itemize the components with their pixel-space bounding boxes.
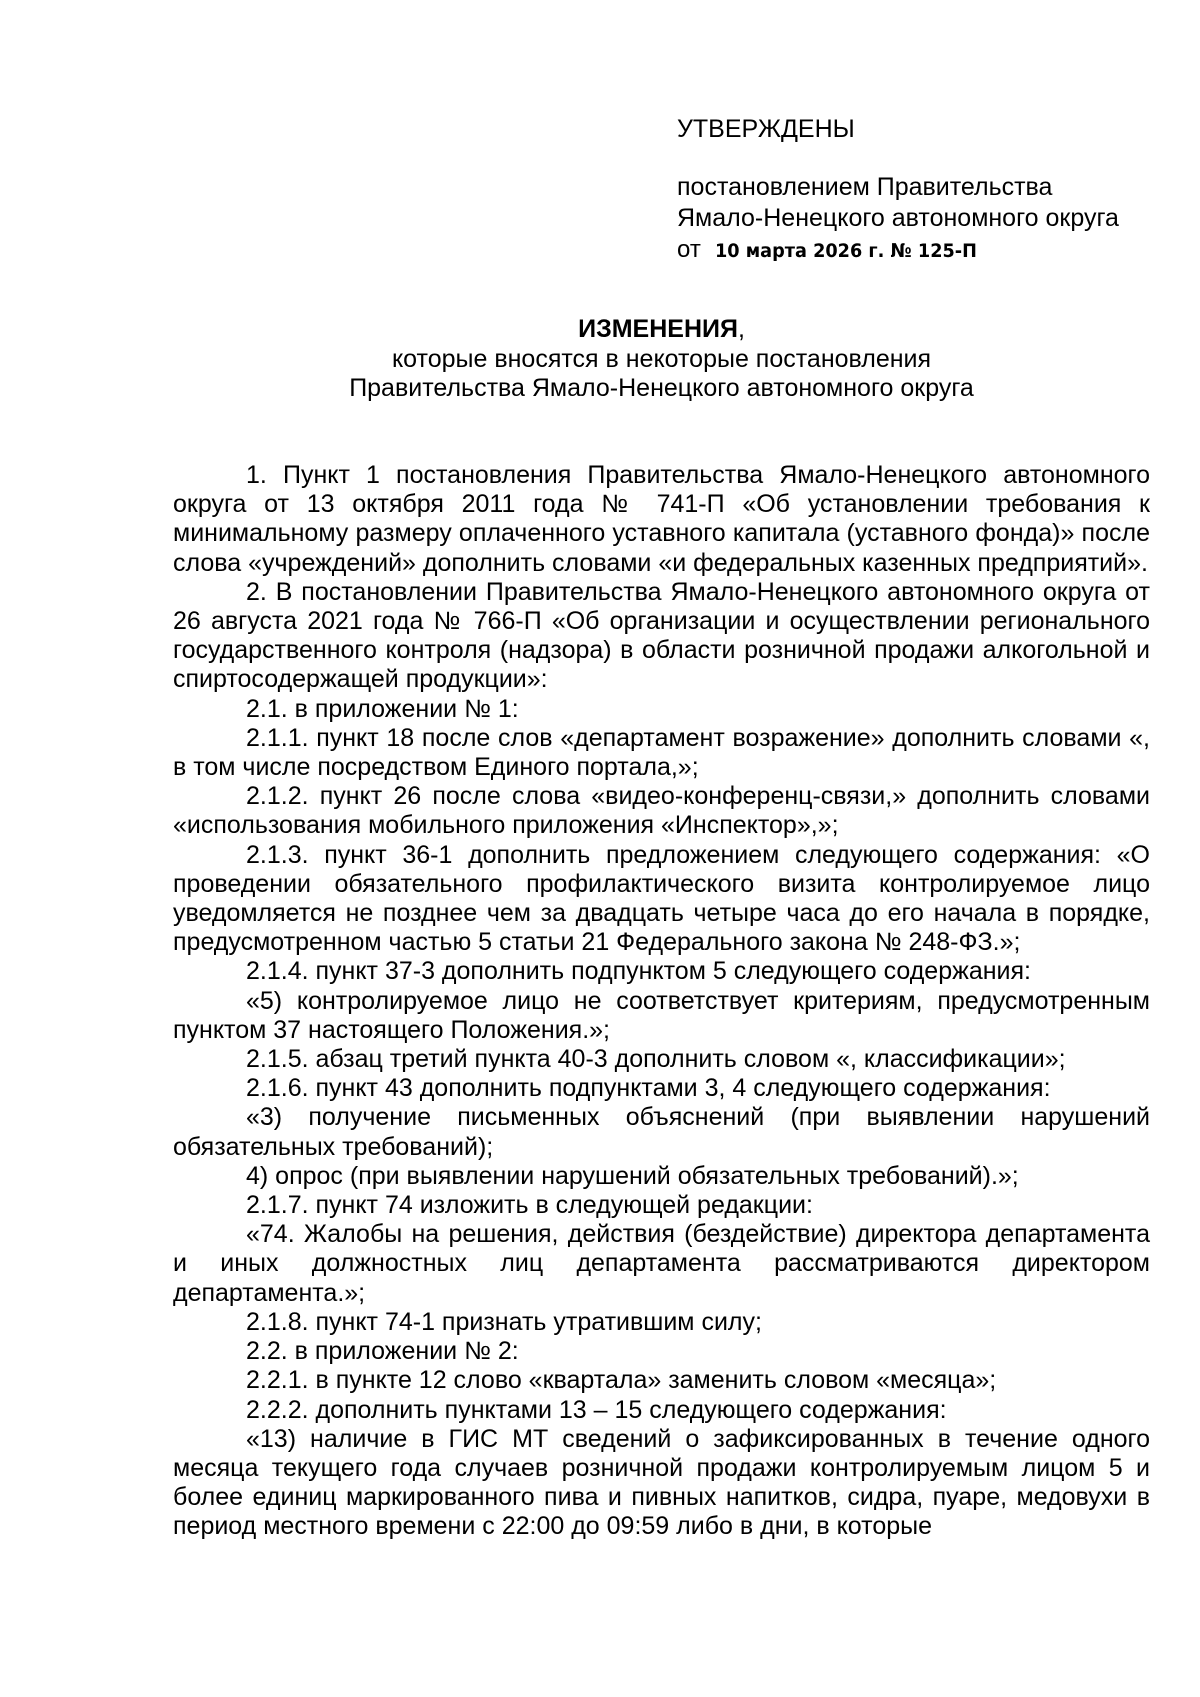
paragraph-2-1-2: 2.1.2. пункт 26 после слова «видео-конференц-связи,» дополнить словами «использования мобильного приложения «Инспектор»,»; <box>173 782 1150 840</box>
paragraph-2-1-7: 2.1.7. пункт 74 изложить в следующей редакции: <box>246 1191 813 1220</box>
heading-subtitle: которые вносятся в некоторые постановления <box>391 344 932 373</box>
paragraph-2-1-3: 2.1.3. пункт 36-1 дополнить предложением следующего содержания: «О проведении обязательного профилактического визита контролируемое лицо уведомляется не позднее чем за двадцать четыре часа до его начала в порядке, предусмотренном частью 5 статьи 21 Федерального закона № 248-ФЗ.»; <box>173 840 1150 957</box>
heading-title-suffix: , <box>737 315 745 343</box>
paragraph-2-1-6-item-4: 4) опрос (при выявлении нарушений обязательных требований).»; <box>246 1161 1019 1190</box>
decree-date-number: 10 марта 2026 г. № 125-П <box>714 240 977 262</box>
approval-line-region: Ямало-Ненецкого автономного округа <box>677 204 1119 232</box>
approval-title: УТВЕРЖДЕНЫ <box>677 115 855 143</box>
paragraph-2-1-8: 2.1.8. пункт 74-1 признать утратившим силу; <box>246 1307 762 1336</box>
paragraph-2-1-1: 2.1.1. пункт 18 после слов «департамент возражение» дополнить словами «, в том числе посредством Единого портала,»; <box>173 723 1150 782</box>
heading-title: ИЗМЕНЕНИЯ <box>578 315 738 343</box>
document-body <box>173 461 1150 1542</box>
paragraph-2-2-1: 2.2.1. в пункте 12 слово «квартала» заменить словом «месяца»; <box>246 1366 997 1395</box>
approval-block <box>677 114 1157 267</box>
paragraph-2-1-5: 2.1.5. абзац третий пункта 40-3 дополнить словом «, классификации»; <box>246 1045 1066 1074</box>
paragraph-2-1-7-item-74: «74. Жалобы на решения, действия (бездействие) директора департамента и иных должностных лиц департамента рассматриваются директором департамента.»; <box>173 1220 1150 1307</box>
paragraph-2-2: 2.2. в приложении № 2: <box>246 1337 519 1366</box>
paragraph-2-2-2-item-13: «13) наличие в ГИС МТ сведений о зафиксированных в течение одного месяца текущего года случаев розничной продажи контролируемым лицом 5 и более единиц маркированного пива и пивных напитков, сидра, пуаре, медовухи в период местного времени с 22:00 до 09:59 либо в дни, в которые <box>173 1424 1150 1541</box>
paragraph-2-1-6: 2.1.6. пункт 43 дополнить подпунктами 3, 4 следующего содержания: <box>246 1074 1051 1103</box>
document-heading <box>173 315 1150 404</box>
paragraph-2-1: 2.1. в приложении № 1: <box>246 694 519 723</box>
from-label: от <box>677 236 701 263</box>
paragraph-2-1-4-item-5: «5) контролируемое лицо не соответствует критериям, предусмотренным пунктом 37 настоящего Положения.»; <box>173 986 1150 1044</box>
heading-title-line <box>173 315 1150 345</box>
paragraph-2-1-6-item-3: «3) получение письменных объяснений (при выявлении нарушений обязательных требований); <box>173 1103 1150 1161</box>
paragraph-2: 2. В постановлении Правительства Ямало-Ненецкого автономного округа от 26 августа 2021 года № 766-П «Об организации и осуществлении регионального государственного контроля (надзора) в области розничной продажи алкогольной и спиртосодержащей продукции»: <box>173 577 1150 694</box>
paragraph-1: 1. Пункт 1 постановления Правительства Ямало-Ненецкого автономного округа от 13 октября 2011 года № 741-П «Об установлении требования к минимальному размеру оплаченного уставного капитала (уставного фонда)» после слова «учреждений» дополнить словами «и федеральных казенных предприятий». <box>173 461 1150 577</box>
approval-line-decree: постановлением Правительства <box>677 173 1053 201</box>
approval-date-line <box>677 234 1157 267</box>
paragraph-2-2-2: 2.2.2. дополнить пунктами 13 – 15 следующего содержания: <box>246 1395 947 1424</box>
paragraph-2-1-4: 2.1.4. пункт 37-3 дополнить подпунктом 5 следующего содержания: <box>246 957 1031 986</box>
heading-government: Правительства Ямало-Ненецкого автономного округа <box>349 374 974 402</box>
